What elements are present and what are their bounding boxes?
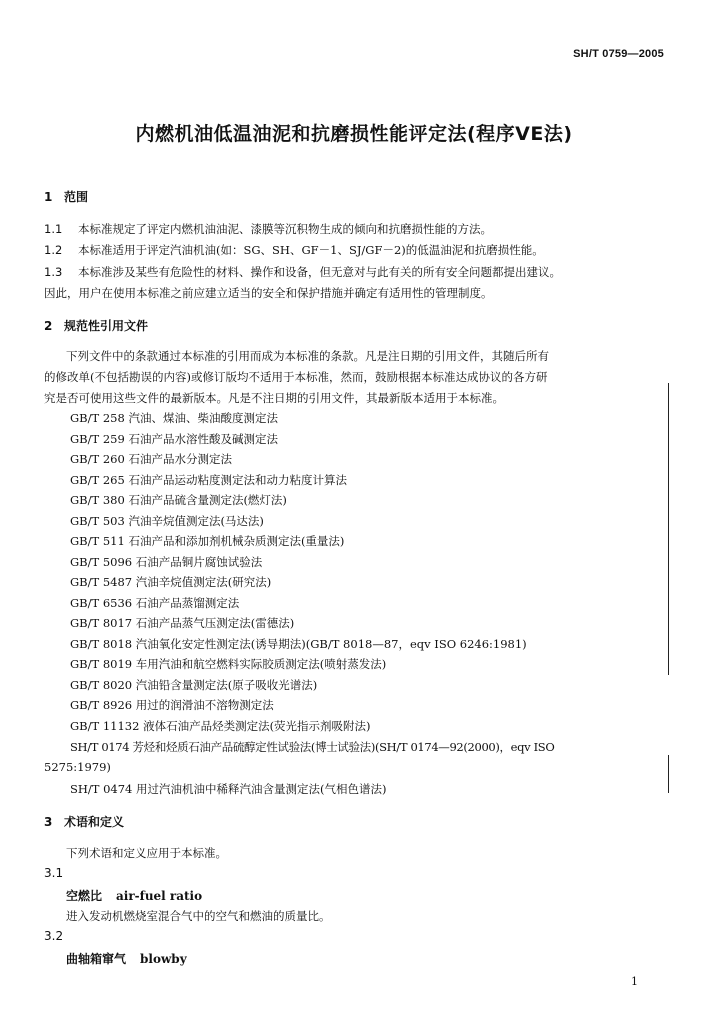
normative-reference: GB/T 265 石油产品运动粘度测定法和动力粘度计算法 xyxy=(70,473,347,487)
normative-reference: SH/T 0474 用过汽油机油中稀释汽油含量测定法(气相色谱法) xyxy=(70,782,387,796)
term-chinese: 曲轴箱窜气 xyxy=(66,952,127,966)
normative-reference: GB/T 503 汽油辛烷值测定法(马达法) xyxy=(70,514,264,528)
section-number: 1 xyxy=(44,190,53,204)
normative-reference: GB/T 5487 汽油辛烷值测定法(研究法) xyxy=(70,575,272,589)
clause-1-1 xyxy=(44,221,492,237)
section-title: 术语和定义 xyxy=(64,815,125,829)
term-english: air-fuel ratio xyxy=(116,889,203,903)
normative-reference: GB/T 8926 用过的润滑油不溶物测定法 xyxy=(70,698,274,712)
clause-number: 1.3 xyxy=(44,265,63,279)
section-2-intro-line-1: 下列文件中的条款通过本标准的引用而成为本标准的条款。凡是注日期的引用文件，其随后所有 xyxy=(66,349,549,363)
section-3-intro: 下列术语和定义应用于本标准。 xyxy=(66,846,227,860)
margin-line xyxy=(668,383,669,675)
term-number: 3.2 xyxy=(44,929,64,943)
page-number: 1 xyxy=(631,975,638,988)
normative-reference: GB/T 11132 液体石油产品烃类测定法(荧光指示剂吸附法) xyxy=(70,719,371,733)
clause-number: 1.2 xyxy=(44,243,63,257)
section-3-heading xyxy=(44,813,124,830)
term-definition: 进入发动机燃烧室混合气中的空气和燃油的质量比。 xyxy=(66,909,331,923)
normative-reference: GB/T 8018 汽油氧化安定性测定法(诱导期法)(GB/T 8018—87，eqv ISO 6246:1981) xyxy=(70,637,527,651)
normative-reference: GB/T 5096 石油产品铜片腐蚀试验法 xyxy=(70,555,263,569)
section-title: 规范性引用文件 xyxy=(64,319,149,333)
section-2-intro-line-3: 究是否可使用这些文件的最新版本。凡是不注日期的引用文件，其最新版本适用于本标准。 xyxy=(44,391,504,405)
clause-number: 1.1 xyxy=(44,222,63,236)
term-entry xyxy=(66,887,202,904)
normative-reference: GB/T 8019 车用汽油和航空燃料实际胶质测定法(喷射蒸发法) xyxy=(70,657,387,671)
clause-text: 本标准规定了评定内燃机油油泥、漆膜等沉积物生成的倾向和抗磨损性能的方法。 xyxy=(78,222,492,236)
term-number: 3.1 xyxy=(44,866,64,880)
normative-reference: GB/T 6536 石油产品蒸馏测定法 xyxy=(70,596,240,610)
section-number: 2 xyxy=(44,319,53,333)
normative-reference-wrapped: SH/T 0174 芳烃和烃质石油产品硫醇定性试验法(博士试验法)(SH/T 0174—92(2000)，eqv ISO xyxy=(70,740,555,754)
term-chinese: 空燃比 xyxy=(66,889,103,903)
term-english: blowby xyxy=(140,952,187,966)
term-entry xyxy=(66,950,187,967)
section-title: 范围 xyxy=(64,190,89,204)
normative-reference: GB/T 380 石油产品硫含量测定法(燃灯法) xyxy=(70,493,287,507)
normative-reference: GB/T 8020 汽油铅含量测定法(原子吸收光谱法) xyxy=(70,678,318,692)
normative-reference: GB/T 258 汽油、煤油、柴油酸度测定法 xyxy=(70,411,278,425)
normative-reference-wrapped-continuation: 5275:1979) xyxy=(44,760,111,774)
section-2-intro-line-2: 的修改单(不包括勘误的内容)或修订版均不适用于本标准，然而，鼓励根据本标准达成协议的各方研 xyxy=(44,370,548,384)
normative-reference: GB/T 260 石油产品水分测定法 xyxy=(70,452,232,466)
margin-line xyxy=(668,755,669,793)
section-1-heading xyxy=(44,188,88,205)
section-2-heading xyxy=(44,317,148,334)
section-number: 3 xyxy=(44,815,53,829)
normative-reference: GB/T 259 石油产品水溶性酸及碱测定法 xyxy=(70,432,278,446)
normative-reference: GB/T 511 石油产品和添加剂机械杂质测定法(重量法) xyxy=(70,534,345,548)
document-title: 内燃机油低温油泥和抗磨损性能评定法(程序ⅤE法) xyxy=(135,123,573,145)
normative-reference: GB/T 8017 石油产品蒸气压测定法(雷德法) xyxy=(70,616,295,630)
clause-1-3 xyxy=(44,264,561,280)
clause-text: 本标准适用于评定汽油机油(如：SG、SH、GF－1、SJ/GF－2)的低温油泥和抗磨损性能。 xyxy=(78,243,544,257)
standard-code: SH/T 0759—2005 xyxy=(573,48,664,60)
clause-1-3-continuation: 因此，用户在使用本标准之前应建立适当的安全和保护措施并确定有适用性的管理制度。 xyxy=(44,286,493,300)
clause-text: 本标准涉及某些有危险性的材料、操作和设备，但无意对与此有关的所有安全问题都提出建议。 xyxy=(78,265,561,279)
clause-1-2 xyxy=(44,242,544,258)
